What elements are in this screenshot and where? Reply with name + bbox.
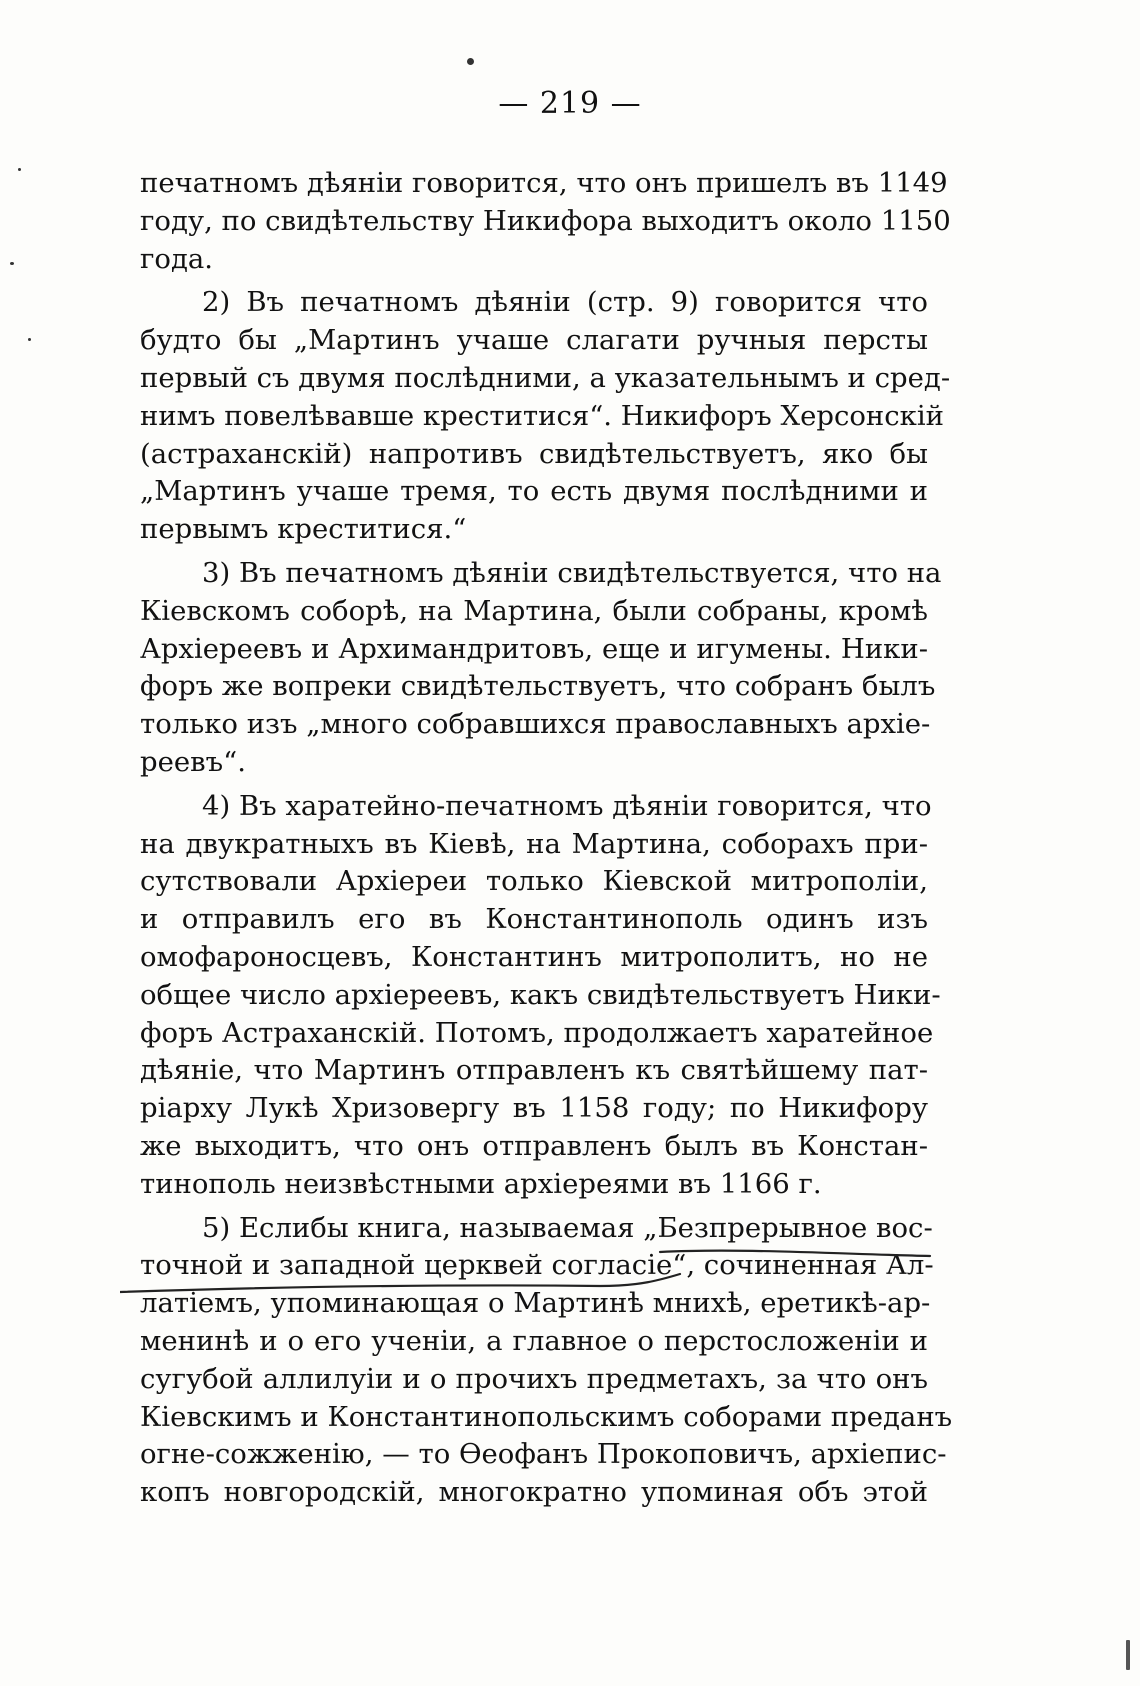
text-line: первый съ двумя послѣдними, а указательнымъ и сред-: [140, 361, 951, 394]
text-line: 3) Въ печатномъ дѣяніи свидѣтельствуется, что на: [202, 556, 942, 589]
text-line: нимъ повелѣвавше креститися“. Никифоръ Херсонскій: [140, 399, 944, 432]
text-line: ріарху Лукѣ Хризовергу въ 1158 году; по Никифору: [140, 1092, 928, 1125]
text-line: печатномъ дѣяніи говорится, что онъ пришелъ въ 1149: [140, 167, 948, 199]
paragraph-4: [140, 788, 941, 1204]
text-line: году, по свидѣтельству Никифора выходитъ около 1150: [140, 204, 951, 237]
text-line: 4) Въ харатейно-печатномъ дѣяніи говорится, что: [202, 789, 932, 822]
text-line: только изъ „много собравшихся православныхъ архіе-: [140, 708, 931, 741]
text-line: форъ Астраханскій. Потомъ, продолжаетъ харатейное: [140, 1016, 934, 1049]
ink-speck: [467, 58, 474, 65]
text-line: (астраханскій) напротивъ свидѣтельствуетъ, яко бы: [140, 437, 928, 470]
text-line: сутствовали Архіереи только Кіевской митрополіи,: [140, 865, 928, 898]
text-line: дѣяніе, что Мартинъ отправленъ къ святѣйшему пат-: [140, 1054, 928, 1087]
paragraph-5: [140, 1210, 953, 1512]
ink-speck: [1126, 1640, 1130, 1670]
text-line: будто бы „Мартинъ учаше слагати ручныя персты: [140, 324, 928, 357]
text-line: же выходитъ, что онъ отправленъ былъ въ Констан-: [140, 1129, 928, 1162]
text-line: реевъ“.: [140, 745, 246, 778]
text-line: 2) Въ печатномъ дѣяніи (стр. 9) говорится что: [202, 286, 928, 319]
text-line: на двукратныхъ въ Кіевѣ, на Мартина, соборахъ при-: [140, 827, 928, 860]
ink-speck: [10, 262, 14, 265]
text-line: Архіереевъ и Архимандритовъ, еще и игумены. Ники-: [140, 632, 928, 665]
paragraph-1: [140, 165, 951, 278]
ink-speck: [28, 338, 31, 341]
text-line: 5) Еслибы книга, называемая „Безпрерывное вос-: [202, 1211, 933, 1244]
paragraph-2: [140, 284, 951, 549]
text-line: года.: [140, 242, 214, 275]
paragraph-3: [140, 555, 942, 782]
text-line: менинѣ и о его ученіи, а главное о перстосложеніи и: [140, 1324, 928, 1357]
text-line: Кіевскомъ соборѣ, на Мартина, были собраны, кромѣ: [140, 594, 928, 627]
text-line: копъ новгородскій, многократно упоминая объ этой: [140, 1476, 928, 1509]
text-line: омофароносцевъ, Константинъ митрополитъ, но не: [140, 940, 928, 973]
body-text: [140, 165, 953, 1512]
text-line: и отправилъ его въ Константинополь одинъ изъ: [140, 903, 928, 936]
text-line: сугубой аллилуіи и о прочихъ предметахъ, за что онъ: [140, 1362, 928, 1395]
text-line: точной и западной церквей согласіе“, сочиненная Ал-: [140, 1249, 934, 1282]
text-line: общее число архіереевъ, какъ свидѣтельствуетъ Ники-: [140, 978, 941, 1011]
text-line: Кіевскимъ и Константинопольскимъ соборами преданъ: [140, 1400, 953, 1433]
text-line: форъ же вопреки свидѣтельствуетъ, что собранъ былъ: [140, 670, 936, 703]
page-number: — 219 —: [498, 86, 642, 121]
text-line: „Мартинъ учаше тремя, то есть двумя послѣдними и: [140, 475, 928, 508]
ink-speck: [18, 168, 21, 171]
text-line: огне-сожженію, — то Ѳеофанъ Прокоповичъ, архіепис-: [140, 1438, 947, 1471]
text-line: латіемъ, упоминающая о Мартинѣ мнихѣ, еретикѣ-ар-: [140, 1287, 931, 1320]
text-line: тинополь неизвѣстными архіереями въ 1166 г.: [140, 1167, 822, 1200]
text-line: первымъ креститися.“: [140, 513, 467, 546]
